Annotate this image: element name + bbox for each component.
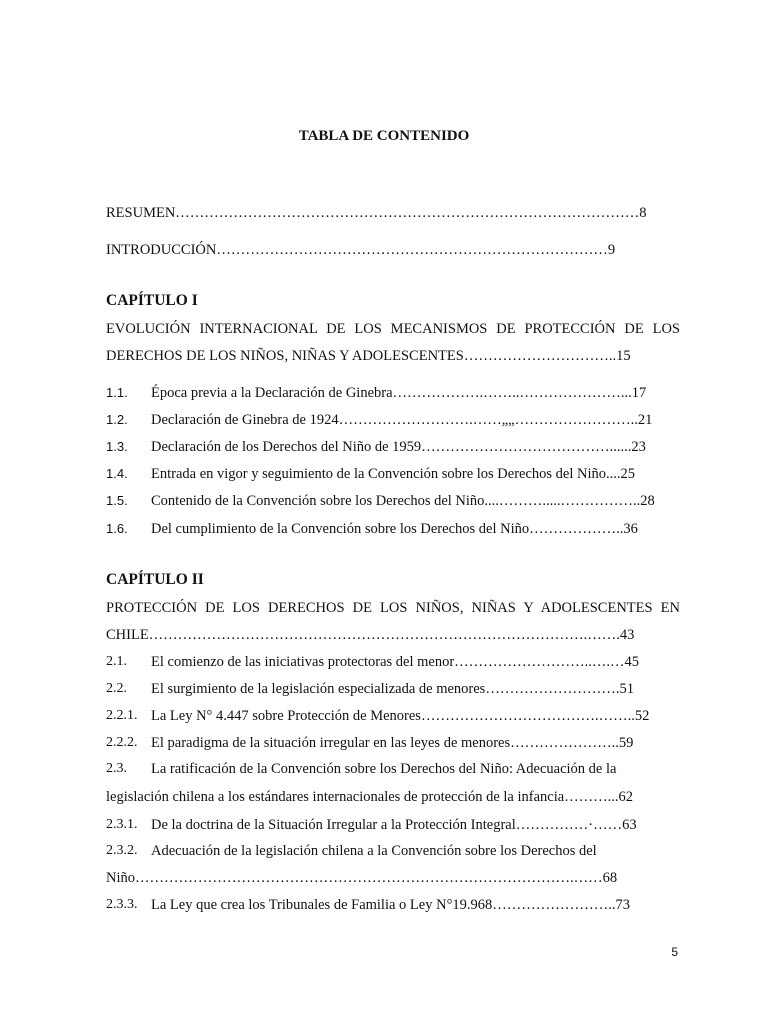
toc-item-number: 2.2. <box>106 681 127 696</box>
toc-item-number: 1.6. <box>106 521 128 536</box>
chapter-2-heading: CAPÍTULO II <box>106 571 204 588</box>
toc-item-text-continuation: legislación chilena a los estándares internacionales de protección de la infancia………...62 <box>106 789 634 805</box>
chapter-1-title-line2: DERECHOS DE LOS NIÑOS, NIÑAS Y ADOLESCENTES…………………………..15 <box>106 348 631 364</box>
toc-item-number: 1.5. <box>106 493 128 508</box>
chapter-2-title-line1: PROTECCIÓN DE LOS DERECHOS DE LOS NIÑOS, NIÑAS Y ADOLESCENTES EN <box>106 600 680 616</box>
toc-item-text: Declaración de los Derechos del Niño de 1959…………………………………......23 <box>151 439 646 455</box>
toc-item-text: Del cumplimiento de la Convención sobre los Derechos del Niño………………..36 <box>151 521 638 537</box>
chapter-2-title-line2: CHILE……………………………………………………………………………….…….43 <box>106 627 635 643</box>
toc-item-number: 2.2.2. <box>106 735 138 750</box>
toc-item-text: Época previa a la Declaración de Ginebra……………….……..…………………...17 <box>151 385 647 401</box>
toc-item-number: 2.3. <box>106 761 127 776</box>
toc-item-number: 1.2. <box>106 412 128 427</box>
toc-item-number: 2.3.3. <box>106 897 138 912</box>
toc-item-number: 1.4. <box>106 466 128 481</box>
toc-item-number: 2.3.2. <box>106 843 138 858</box>
toc-entry-resumen: RESUMEN……………………………………………………………………………………8 <box>106 205 647 221</box>
toc-item-text-continuation: Niño……………………………………………………………………………….……68 <box>106 870 618 886</box>
toc-item-text: Entrada en vigor y seguimiento de la Convención sobre los Derechos del Niño....25 <box>151 466 636 482</box>
toc-item-number: 2.1. <box>106 654 127 669</box>
toc-item-text: El surgimiento de la legislación especializada de menores……………………….51 <box>151 681 634 697</box>
toc-item-text: El comienzo de las iniciativas protectoras del menor………………………..….…45 <box>151 654 640 670</box>
toc-item-text: El paradigma de la situación irregular en las leyes de menores…………………..59 <box>151 735 634 751</box>
page-number: 5 <box>671 945 678 959</box>
chapter-1-title-line1: EVOLUCIÓN INTERNACIONAL DE LOS MECANISMOS DE PROTECCIÓN DE LOS <box>106 321 680 337</box>
toc-item-number: 2.3.1. <box>106 817 138 832</box>
toc-item-text: De la doctrina de la Situación Irregular a la Protección Integral……………·……63 <box>151 817 637 833</box>
toc-item-text: La Ley N° 4.447 sobre Protección de Menores……………………………….……..52 <box>151 708 650 724</box>
toc-item-text: La Ley que crea los Tribunales de Familia o Ley N°19.968……………………..73 <box>151 897 630 913</box>
toc-item-text: Declaración de Ginebra de 1924……………………….……„„……………………..21 <box>151 412 653 428</box>
toc-item-number: 1.3. <box>106 439 128 454</box>
toc-item-text: Contenido de la Convención sobre los Derechos del Niño....……….....……………..28 <box>151 493 655 509</box>
chapter-1-heading: CAPÍTULO I <box>106 292 198 309</box>
toc-item-number: 1.1. <box>106 385 128 400</box>
toc-item-text: La ratificación de la Convención sobre los Derechos del Niño: Adecuación de la <box>151 761 617 777</box>
toc-item-text: Adecuación de la legislación chilena a la Convención sobre los Derechos del <box>151 843 597 859</box>
page-title: TABLA DE CONTENIDO <box>298 128 470 144</box>
toc-entry-introduccion: INTRODUCCIÓN………………………………………………………………………9 <box>106 242 616 258</box>
toc-item-number: 2.2.1. <box>106 708 138 723</box>
